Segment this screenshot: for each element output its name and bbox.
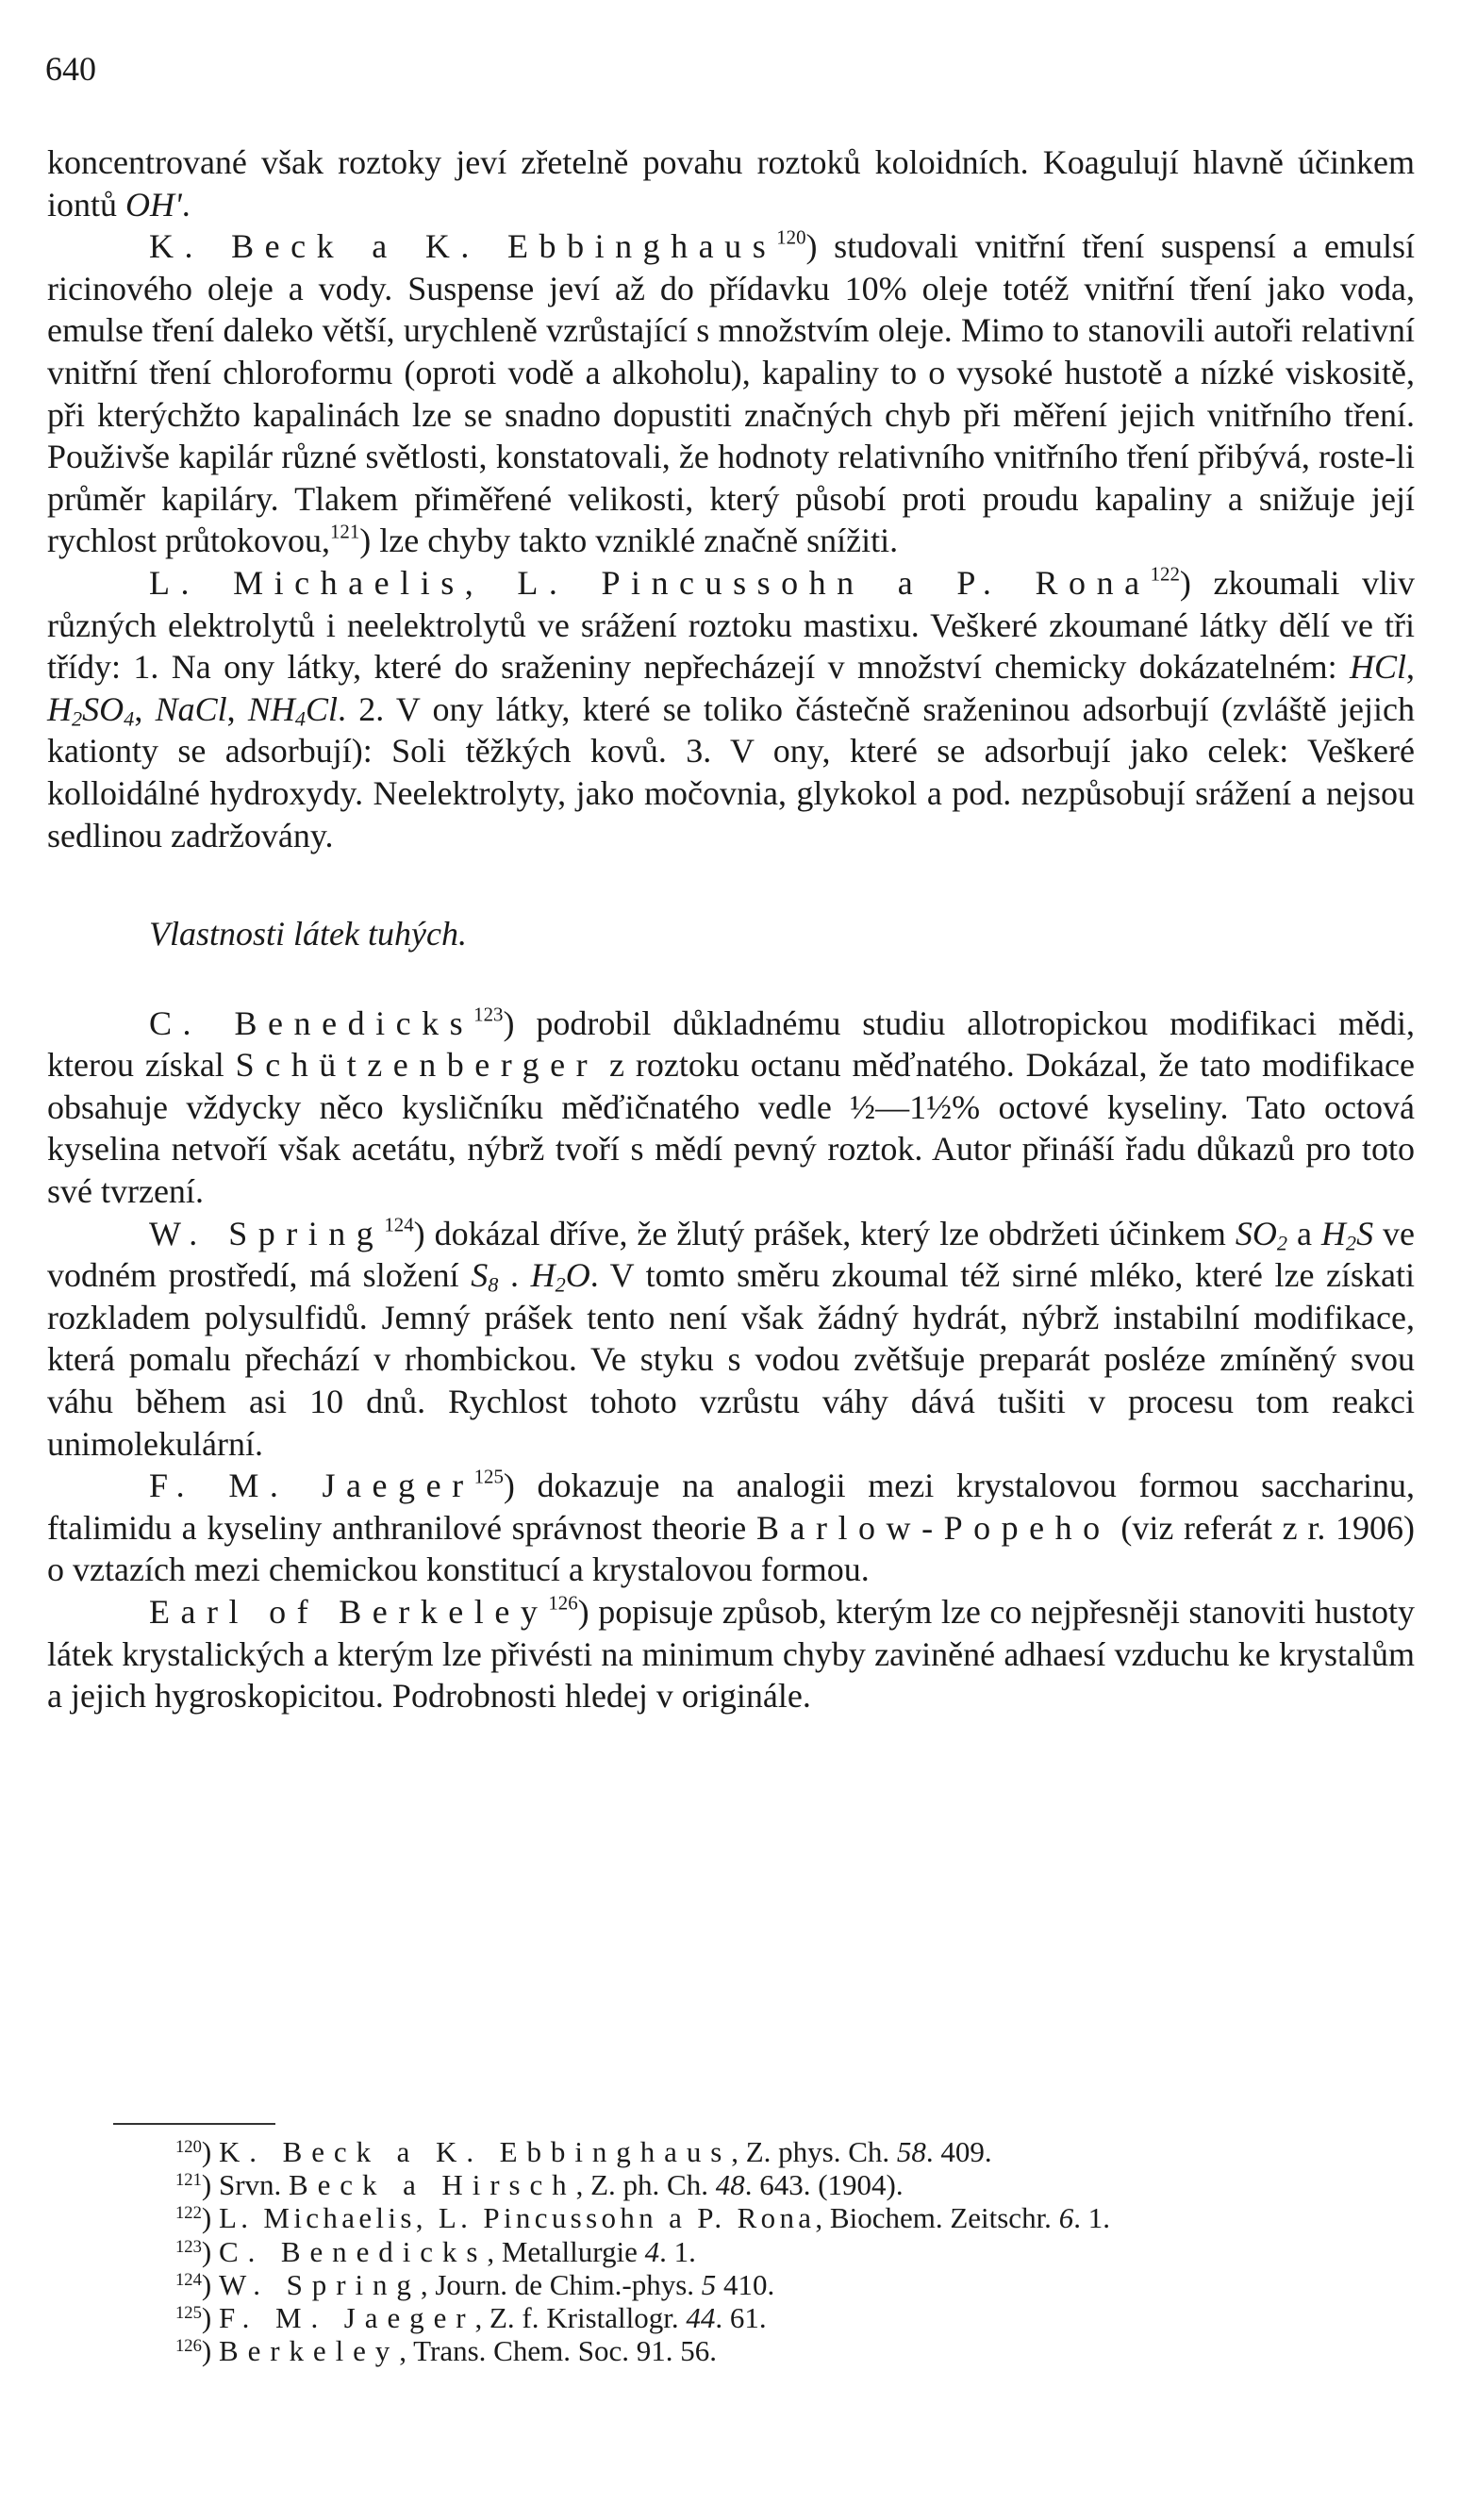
footnote-ref: 126 xyxy=(548,1591,578,1615)
page-number: 640 xyxy=(45,50,96,88)
formula-h2s: $H_2S$ xyxy=(1320,1214,1374,1255)
author-name: Schützenberger xyxy=(235,1046,599,1085)
paragraph-colloids: koncentrované však roztoky jeví zřetelně povahu roztoků koloidních. Koagulují hlavně účinkem iontů OH'. xyxy=(47,143,1415,224)
footnote-ref: 125 xyxy=(473,1465,504,1488)
footnote: $^{125}$) F. M. Jaeger, Z. f. Kristallogr. 44. 61. xyxy=(175,2301,767,2335)
footnotes xyxy=(175,2135,1420,2367)
formula-hcl: HCl xyxy=(1349,648,1406,687)
author-name: C. Benedicks xyxy=(149,1003,474,1042)
formula-nacl: NaCl xyxy=(155,689,227,728)
paragraph-benedicks: C. Benedicks$^{123}$) podrobil důkladnému studiu allotropickou modifikaci mědi, kterou získal Schützenberger z roztoku octanu měďnatého. Dokázal, že tato modifikace obsahuje vždycky něco kysličníku měďičnatého vedle ½—1½% octové kyseliny. Tato octová kyselina netvoří však acetátu, nýbrž tvoří s mědí pevný roztok. Autor přináší řadu důkazů pro toto své tvrzení. xyxy=(47,1003,1416,1211)
paragraph-michaelis: L. Michaelis, L. Pincussohn a P. Rona$^{122}$) zkoumali vliv různých elektrolytů i neelektrolytů ve srážení roztoku mastixu. Veškeré zkoumané látky dělí ve tři třídy: 1. Na ony látky, které do sraženiny nepřecházejí v množství chemicky dokázatelném: HCl, $H_2SO_4$, NaCl, $NH_4Cl$. 2. V ony látky, které se toliko částečně sraženinou adsorbují (zvláště jejich kationty se adsorbují): Soli těžkých kovů. 3. V ony, které se adsorbují jako celek: Veškeré kolloidálné hydroxydy. Neelektrolyty, jako močovnia, glykokol a pod. nezpůsobují srážení a nejsou sedlinou zadržovány. xyxy=(47,562,1415,854)
footnote-ref: 121 xyxy=(329,520,360,543)
author-name: L. Michaelis, L. Pincussohn a P. Rona xyxy=(149,563,1151,602)
author-name: Barlow-Popeho xyxy=(755,1508,1111,1547)
footnote-divider xyxy=(113,2123,275,2125)
formula-so2: $SO_2$ xyxy=(1235,1214,1287,1255)
section-title: Vlastnosti látek tuhých. xyxy=(149,915,467,953)
main-text xyxy=(47,141,1415,1717)
footnote: $^{124}$) W. Spring, Journ. de Chim.-phys. 5 410. xyxy=(175,2267,775,2301)
ion-formula: OH' xyxy=(125,185,182,224)
formula-h2so4: $H_2SO_4$ xyxy=(47,689,135,731)
paragraph-berkeley: Earl of Berkeley$^{126}$) popisuje způsob, kterým lze co nejpřesněji stanoviti hustoty látek krystalických a kterým lze přivésti na minimum chyby zaviněné adhaesí vzduchu ke krystalům a jejich hygroskopicitou. Podrobnosti hledej v originále. xyxy=(47,1591,1415,1716)
footnote-ref: 123 xyxy=(473,1003,504,1026)
formula-h2o: $H_2O$ xyxy=(530,1256,590,1297)
formula-nh4cl: $NH_4Cl$ xyxy=(247,689,339,731)
paragraph-spring: W. Spring$^{124}$) dokázal dříve, že žlutý prášek, který lze obdržeti účinkem $SO_2$ a $H_2S$ ve vodném prostředí, má složení $S_8$ . $H_2O$. V tomto směru zkoumal též sirné mléko, které lze získati rozkladem polysulfidů. Jemný prášek tento není však žádný hydrát, nýbrž instabilní modifikace, která pomalu přechází v rhombickou. Ve styku s vodou zvětšuje preparát posléze zmíněný svou váhu během asi 10 dnů. Rychlost tohoto vzrůstu váhy dává tušiti v procesu tom reakci unimolekulární. xyxy=(47,1213,1415,1463)
footnote: $^{121}$) Srvn. Beck a Hirsch, Z. ph. Ch. 48. 643. (1904). xyxy=(175,2168,904,2202)
footnote: $^{122}$) L. Michaelis, L. Pincussohn a P. Rona, Biochem. Zeitschr. 6. 1. xyxy=(175,2201,1110,2235)
author-name: W. Spring xyxy=(149,1214,385,1252)
author-name: K. Beck a K. Ebbinghaus xyxy=(149,227,777,266)
footnote-ref: 122 xyxy=(1150,562,1180,586)
footnote: $^{120}$) K. Beck a K. Ebbinghaus, Z. phys. Ch. 58. 409. xyxy=(175,2135,992,2168)
footnote-ref: 120 xyxy=(776,225,806,249)
footnote-ref: 124 xyxy=(384,1213,414,1236)
footnote: $^{126}$) Berkeley, Trans. Chem. Soc. 91. 56. xyxy=(175,2334,717,2368)
author-name: Earl of Berkeley xyxy=(149,1593,549,1631)
formula-s8: $S_8$ xyxy=(471,1256,499,1297)
paragraph-beck-ebbinghaus: K. Beck a K. Ebbinghaus$^{120}$) studovali vnitřní tření suspensí a emulsí ricinového oleje a vody. Suspense jeví až do přídavku 10% oleje totéž vnitřní tření jako voda, emulse tření daleko větší, urychleně vzrůstající s množstvím oleje. Mimo to stanovili autoři relativní vnitřní tření chloroformu (oproti vodě a alkoholu), kapaliny to o vysoké hustotě a nízké viskositě, při kterýchžto kapalinách lze se snadno dopustiti značných chyb při měření jejich vnitřního tření. Použivše kapilár různé světlosti, konstatovali, že hodnoty relativního vnitřního tření přibývá, roste-li průměr kapiláry. Tlakem přiměřené velikosti, který působí proti proudu kapaliny a snižuje její rychlost průtokovou,$^{121}$) lze chyby takto vzniklé značně snížiti. xyxy=(47,225,1415,560)
author-name: F. M. Jaeger xyxy=(149,1467,474,1505)
paragraph-jaeger: F. M. Jaeger$^{125}$) dokazuje na analogii mezi krystalovou formou saccharinu, ftalimidu a kyseliny anthranilové správnost theorie Barlow-Popeho (viz referát z r. 1906) o vztazích mezi chemickou konstitucí a krystalovou formou. xyxy=(47,1465,1416,1589)
footnote: $^{123}$) C. Benedicks, Metallurgie 4. 1. xyxy=(175,2234,696,2268)
